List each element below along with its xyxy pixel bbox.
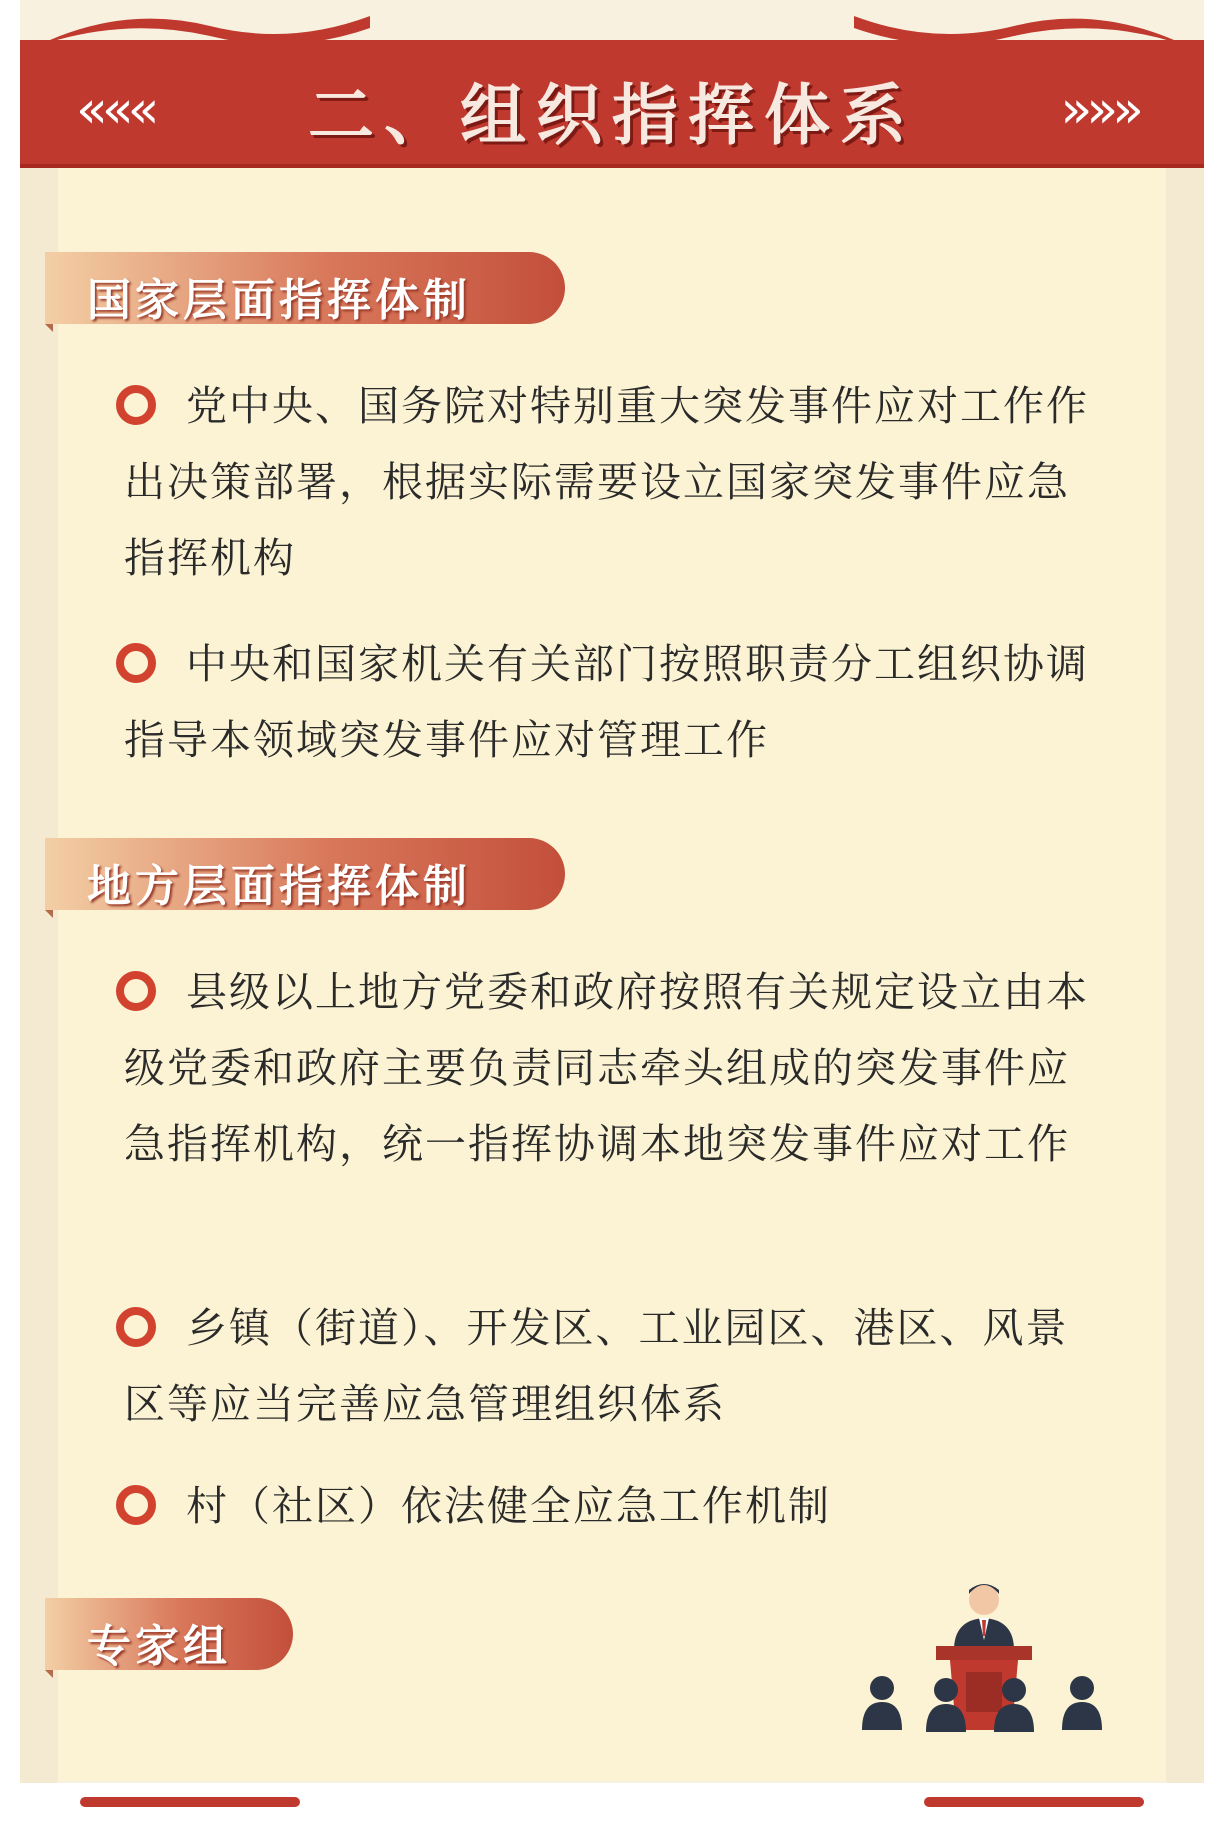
list-item-text: 乡镇（街道）、开发区、工业园区、港区、风景区等应当完善应急管理组织体系	[124, 1304, 1069, 1428]
section-label: 地方层面指挥体制	[87, 861, 471, 912]
chevrons-right-icon: »»»	[1060, 80, 1138, 140]
circle-bullet-icon	[116, 1485, 156, 1525]
list-item-text: 党中央、国务院对特别重大突发事件应对工作作出决策部署，根据实际需要设立国家突发事件应急指挥机构	[124, 382, 1089, 582]
page-frame-right	[1204, 0, 1224, 1821]
section-label: 国家层面指挥体制	[87, 275, 471, 326]
ribbon-swag-right-icon	[854, 12, 1174, 42]
section-tag-national	[45, 252, 565, 324]
list-item	[124, 368, 1104, 596]
section-tag-local	[45, 838, 565, 910]
bottom-ribbon-decoration	[20, 1783, 1204, 1821]
circle-bullet-icon	[116, 1307, 156, 1347]
speaker-podium-audience-icon	[854, 1560, 1114, 1740]
section-label: 专家组	[87, 1621, 231, 1672]
list-item-text: 县级以上地方党委和政府按照有关规定设立由本级党委和政府主要负责同志牵头组成的突发事件应急指挥机构，统一指挥协调本地突发事件应对工作	[124, 968, 1089, 1168]
page-frame-left	[0, 0, 20, 1821]
circle-bullet-icon	[116, 971, 156, 1011]
list-item-text: 村（社区）依法健全应急工作机制	[186, 1482, 831, 1530]
chevrons-left-icon: «««	[76, 80, 154, 140]
list-item	[124, 954, 1104, 1182]
list-item	[124, 626, 1104, 778]
list-item-text: 中央和国家机关有关部门按照职责分工组织协调指导本领域突发事件应对管理工作	[124, 640, 1089, 764]
circle-bullet-icon	[116, 385, 156, 425]
circle-bullet-icon	[116, 643, 156, 683]
list-item	[124, 1468, 1104, 1544]
top-ribbon-decoration	[20, 0, 1204, 42]
section-tag-experts	[45, 1598, 293, 1670]
page-title: 二、组织指挥体系	[308, 76, 916, 154]
list-item	[124, 1290, 1104, 1442]
ribbon-swag-left-icon	[50, 12, 370, 42]
title-banner	[20, 40, 1204, 168]
